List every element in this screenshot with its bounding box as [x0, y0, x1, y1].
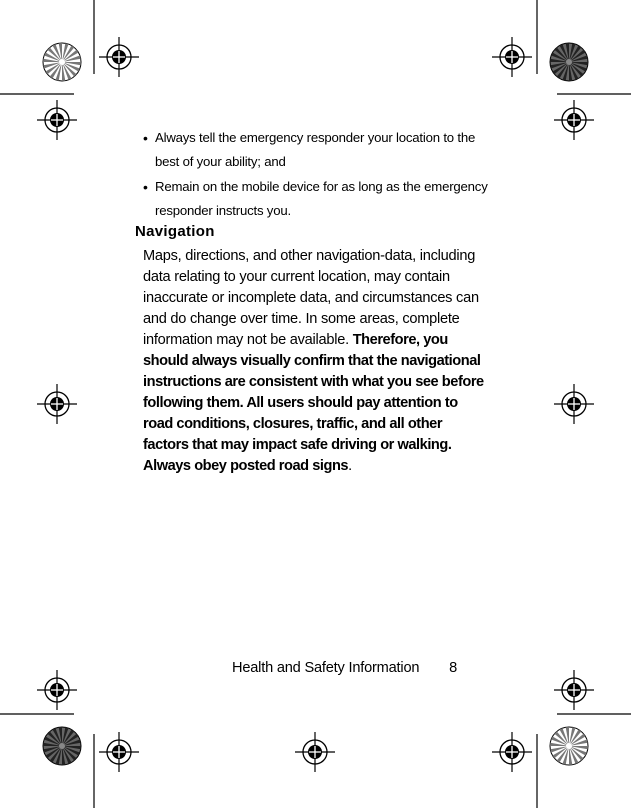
bullet-list [143, 126, 488, 224]
registration-mark-icon [554, 100, 594, 140]
registration-mark-icon [295, 732, 335, 772]
navigation-paragraph [143, 246, 485, 477]
registration-mark-icon [99, 37, 139, 77]
registration-mark-icon [99, 732, 139, 772]
registration-mark-icon [37, 670, 77, 710]
navigation-text-plain: Maps, directions, and other navigation-data, including data relating to your current location, may contain inaccurate or incomplete data, and circumstances can and do change over time. In some areas, complete information may not be available. [143, 248, 479, 348]
star-target-icon [43, 43, 81, 81]
registration-mark-icon [37, 384, 77, 424]
section-heading-navigation: Navigation [135, 223, 215, 240]
navigation-text-warning: Therefore, you should always visually confirm that the navigational instructions are consistent with what you see before following them. All users should pay attention to road conditions, closures, traffic, and all other factors that may impact safe driving or walking. Always obey posted road signs [143, 332, 484, 474]
navigation-text-end: . [348, 458, 352, 474]
registration-mark-icon [554, 670, 594, 710]
page-number: 8 [449, 660, 458, 676]
registration-mark-icon [492, 37, 532, 77]
page-footer [232, 658, 457, 678]
star-target-icon [550, 727, 588, 765]
registration-mark-icon [492, 732, 532, 772]
registration-mark-icon [37, 100, 77, 140]
registration-mark-icon [554, 384, 594, 424]
star-target-icon [43, 727, 81, 765]
bullet-item-remain-on-device: • Remain on the mobile device for as long as the emergency responder instructs you. [143, 175, 488, 223]
bullet-item-location: • Always tell the emergency responder your location to the best of your ability; and [143, 126, 488, 174]
footer-section-title: Health and Safety Information [232, 660, 420, 676]
star-target-icon [550, 43, 588, 81]
